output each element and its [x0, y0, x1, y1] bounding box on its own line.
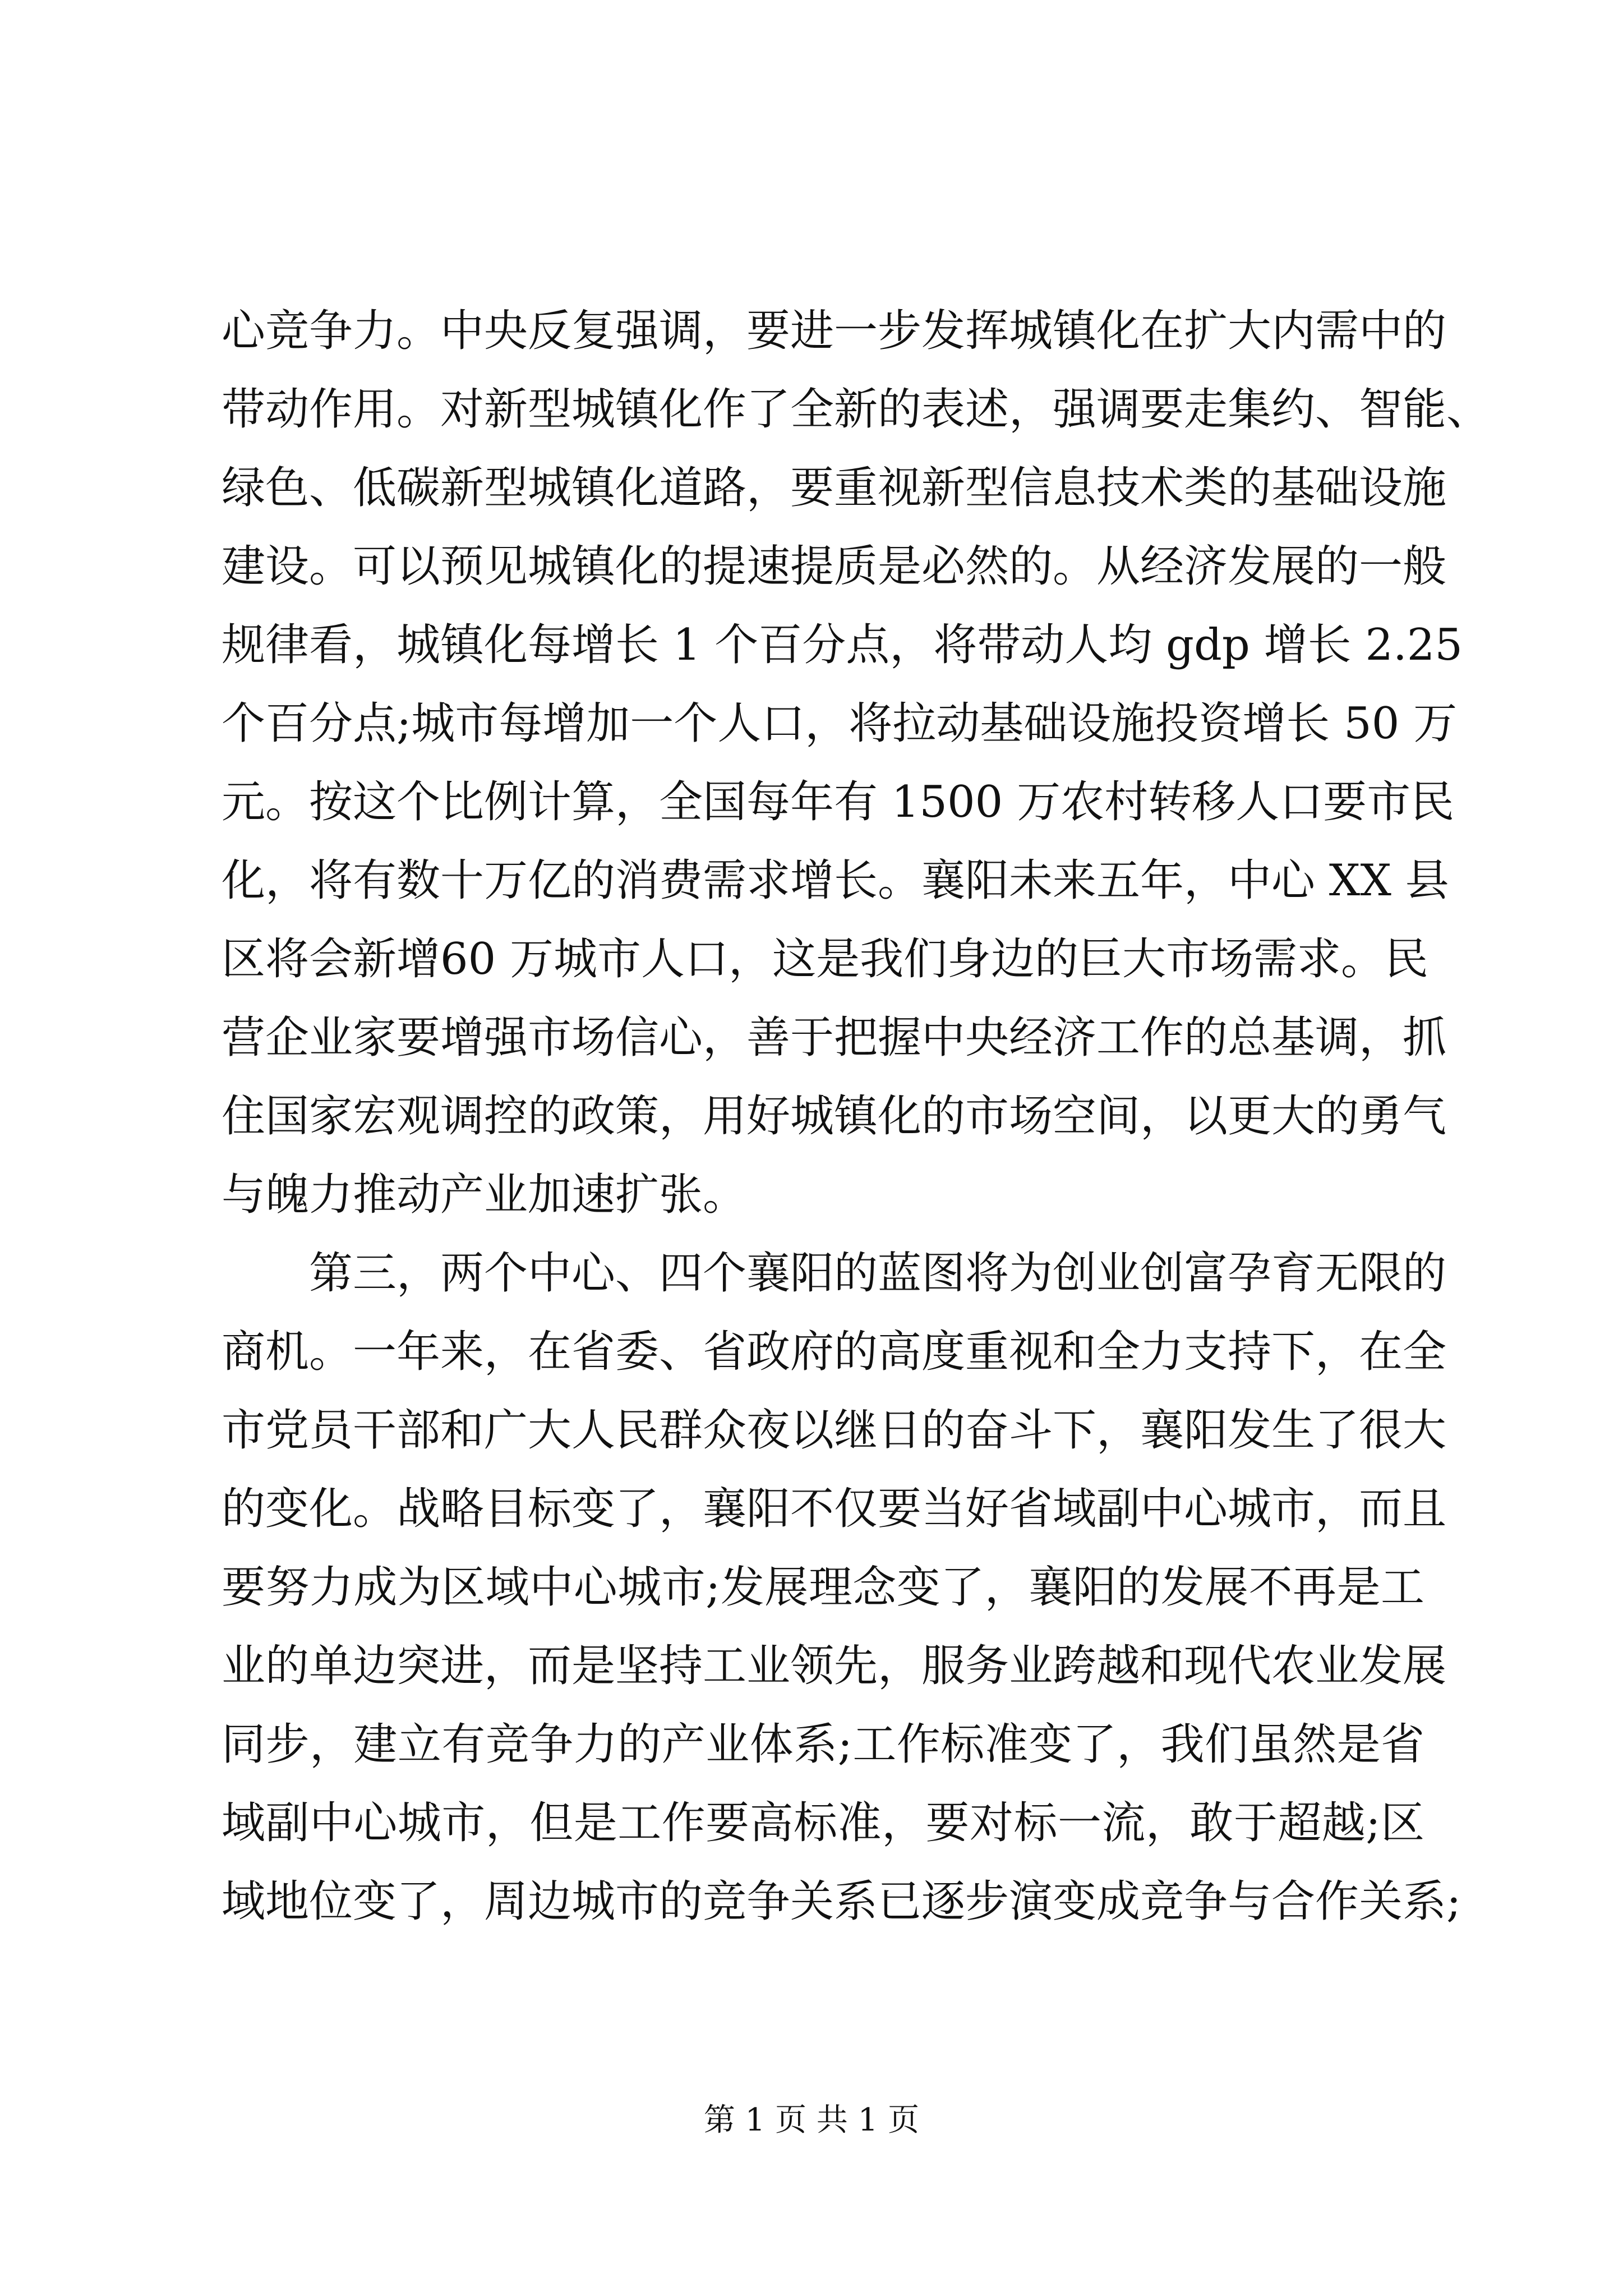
text-line: 带动作用。对新型城镇化作了全新的表述，强调要走集约、智能、: [222, 384, 1491, 435]
text-line: 化，将有数十万亿的消费需求增长。襄阳未来五年，中心 XX 县: [222, 855, 1449, 906]
document-body: [222, 292, 1491, 1941]
text-line: 商机。一年来，在省委、省政府的高度重视和全力支持下，在全: [222, 1327, 1447, 1377]
text-line: 的变化。战略目标变了，襄阳不仅要当好省域副中心城市，而且: [222, 1484, 1447, 1534]
text-line: 营企业家要增强市场信心，善于把握中央经济工作的总基调，抓: [222, 1013, 1447, 1063]
text-line: 元。按这个比例计算，全国每年有 1500 万农村转移人口要市民: [222, 777, 1455, 827]
text-line: 市党员干部和广大人民群众夜以继日的奋斗下，襄阳发生了很大: [222, 1405, 1447, 1456]
text-line: 绿色、低碳新型城镇化道路，要重视新型信息技术类的基础设施: [222, 463, 1447, 513]
text-line: 建设。可以预见城镇化的提速提质是必然的。从经济发展的一般: [222, 541, 1447, 592]
text-line: 第三，两个中心、四个襄阳的蓝图将为创业创富孕育无限的: [309, 1248, 1447, 1299]
text-line: 域副中心城市，但是工作要高标准，要对标一流，敢于超越;区: [222, 1798, 1425, 1848]
text-line: 要努力成为区域中心城市;发展理念变了，襄阳的发展不再是工: [222, 1562, 1424, 1613]
text-line: 规律看，城镇化每增长 1 个百分点，将带动人均 gdp 增长 2.25: [222, 620, 1463, 670]
text-line: 同步，建立有竞争力的产业体系;工作标准变了，我们虽然是省: [222, 1719, 1424, 1770]
text-line: 个百分点;城市每增加一个人口，将拉动基础设施投资增长 50 万: [222, 698, 1458, 749]
page-footer: 第 1 页 共 1 页: [703, 2102, 920, 2138]
text-line: 区将会新增60 万城市人口，这是我们身边的巨大市场需求。民: [222, 934, 1429, 984]
text-line: 业的单边突进，而是坚持工业领先，服务业跨越和现代农业发展: [222, 1641, 1447, 1691]
text-line: 住国家宏观调控的政策，用好城镇化的市场空间，以更大的勇气: [222, 1091, 1447, 1142]
text-line: 心竞争力。中央反复强调，要进一步发挥城镇化在扩大内需中的: [222, 306, 1447, 356]
text-line: 域地位变了，周边城市的竞争关系已逐步演变成竞争与合作关系;: [222, 1876, 1461, 1927]
text-line: 与魄力推动产业加速扩张。: [222, 1170, 747, 1220]
